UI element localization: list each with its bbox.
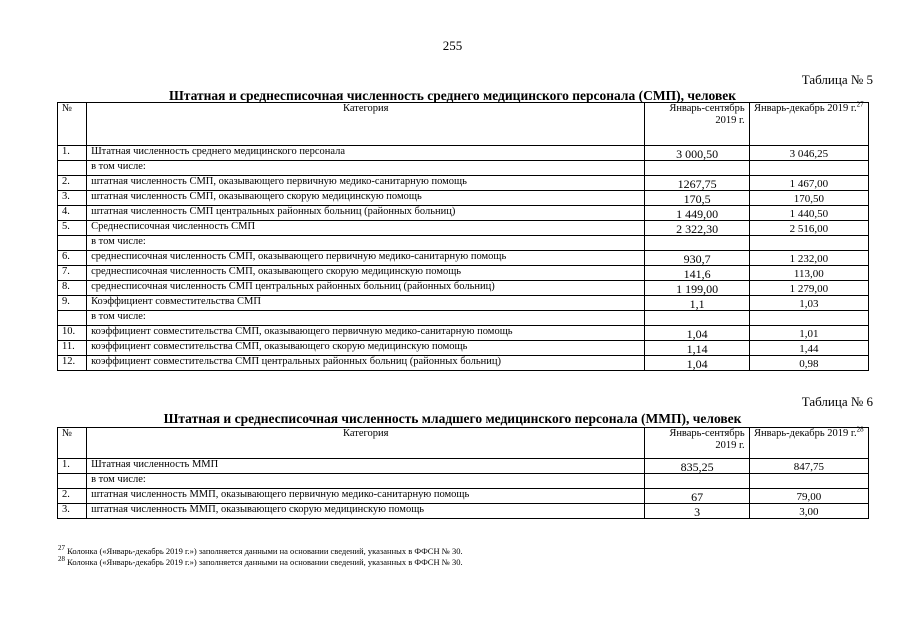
row-number: 1. <box>58 146 87 161</box>
row-value-col2: 1,01 <box>749 326 868 341</box>
row-number: 3. <box>58 504 87 519</box>
row-number: 2. <box>58 489 87 504</box>
row-value-col1 <box>645 474 749 489</box>
row-number: 5. <box>58 221 87 236</box>
footnotes <box>58 546 463 568</box>
table6-header-col1-text: Январь-сентябрь 2019 г. <box>669 428 745 451</box>
row-category: Среднесписочная численность СМП <box>87 221 645 236</box>
row-number: 1. <box>58 459 87 474</box>
row-value-col2: 1 279,00 <box>749 281 868 296</box>
footnote-27-text: Колонка («Январь-декабрь 2019 г.») заполняется данными на основании сведений, указанных в ФФСН № 30. <box>65 546 463 556</box>
row-value-col1 <box>645 161 749 176</box>
row-value-col1: 1,14 <box>645 341 749 356</box>
row-value-col2 <box>749 474 868 489</box>
row-number: 8. <box>58 281 87 296</box>
row-value-col1: 2 322,30 <box>645 221 749 236</box>
row-value-col1: 1,04 <box>645 326 749 341</box>
row-category: Штатная численность ММП <box>87 459 645 474</box>
row-value-col1: 1 199,00 <box>645 281 749 296</box>
table-row <box>58 221 869 236</box>
row-value-col2: 113,00 <box>749 266 868 281</box>
table6-label: Таблица № 6 <box>801 394 873 409</box>
table-row <box>58 236 869 251</box>
table6-header-num: № <box>58 428 87 459</box>
table6 <box>57 427 869 519</box>
table-row <box>58 489 869 504</box>
table5-header-col2 <box>749 100 868 146</box>
row-number: 9. <box>58 296 87 311</box>
footnote-28 <box>58 557 463 568</box>
row-value-col1: 1,04 <box>645 356 749 371</box>
row-category: Коэффициент совместительства СМП <box>87 296 645 311</box>
row-number: 3. <box>58 191 87 206</box>
table6-body <box>58 459 869 519</box>
row-category: среднесписочная численность СМП, оказывающего первичную медико-санитарную помощь <box>87 251 645 266</box>
table-row <box>58 251 869 266</box>
row-value-col1: 3 <box>645 504 749 519</box>
row-value-col2 <box>749 311 868 326</box>
row-value-col1 <box>645 311 749 326</box>
table5-header-category: Категория <box>87 103 645 146</box>
row-category: среднесписочная численность СМП центральных районных больниц (районных больниц) <box>87 281 645 296</box>
row-value-col1: 67 <box>645 489 749 504</box>
row-category: Штатная численность среднего медицинского персонала <box>87 146 645 161</box>
table5-label: Таблица № 5 <box>801 72 873 87</box>
table6-header-col1 <box>645 428 749 459</box>
table5-header-col2-footnote-ref: 27 <box>856 100 864 109</box>
table-row <box>58 281 869 296</box>
row-category: в том числе: <box>87 236 645 251</box>
row-value-col1: 3 000,50 <box>645 146 749 161</box>
table-row <box>58 326 869 341</box>
row-number: 10. <box>58 326 87 341</box>
row-value-col2: 170,50 <box>749 191 868 206</box>
table-row <box>58 296 869 311</box>
row-category: штатная численность СМП центральных районных больниц (районных больниц) <box>87 206 645 221</box>
row-value-col2: 847,75 <box>749 459 868 474</box>
table-row <box>58 206 869 221</box>
table5-body <box>58 146 869 371</box>
row-value-col2: 1,44 <box>749 341 868 356</box>
row-category: среднесписочная численность СМП, оказывающего скорую медицинскую помощь <box>87 266 645 281</box>
table-row <box>58 176 869 191</box>
table6-header-col2-footnote-ref: 28 <box>856 425 864 434</box>
row-number <box>58 161 87 176</box>
table5-header-col1-text: Январь-сентябрь 2019 г. <box>669 103 745 126</box>
row-category: штатная численность СМП, оказывающего первичную медико-санитарную помощь <box>87 176 645 191</box>
table-row <box>58 341 869 356</box>
row-category: штатная численность ММП, оказывающего первичную медико-санитарную помощь <box>87 489 645 504</box>
table6-header-col2 <box>749 425 868 459</box>
row-number: 12. <box>58 356 87 371</box>
row-value-col2: 0,98 <box>749 356 868 371</box>
table6-header-category: Категория <box>87 428 645 459</box>
footnote-28-text: Колонка («Январь-декабрь 2019 г.») заполняется данными на основании сведений, указанных в ФФСН № 30. <box>65 557 463 567</box>
row-value-col1: 1 449,00 <box>645 206 749 221</box>
row-value-col1 <box>645 236 749 251</box>
row-value-col2: 1 440,50 <box>749 206 868 221</box>
table-row <box>58 161 869 176</box>
row-value-col1: 1267,75 <box>645 176 749 191</box>
footnote-28-ref: 28 <box>58 555 65 564</box>
table5-header-col1 <box>645 103 749 146</box>
row-value-col1: 170,5 <box>645 191 749 206</box>
row-number: 6. <box>58 251 87 266</box>
row-number <box>58 311 87 326</box>
row-value-col1: 1,1 <box>645 296 749 311</box>
row-value-col2: 1,03 <box>749 296 868 311</box>
row-number: 7. <box>58 266 87 281</box>
row-category: коэффициент совместительства СМП, оказывающего скорую медицинскую помощь <box>87 341 645 356</box>
row-value-col2: 2 516,00 <box>749 221 868 236</box>
row-category: коэффициент совместительства СМП центральных районных больниц (районных больниц) <box>87 356 645 371</box>
table-row <box>58 459 869 474</box>
row-category: в том числе: <box>87 474 645 489</box>
row-number <box>58 236 87 251</box>
footnote-27 <box>58 546 463 557</box>
row-number: 11. <box>58 341 87 356</box>
row-category: штатная численность ММП, оказывающего скорую медицинскую помощь <box>87 504 645 519</box>
row-value-col2: 79,00 <box>749 489 868 504</box>
table-row <box>58 474 869 489</box>
row-category: коэффициент совместительства СМП, оказывающего первичную медико-санитарную помощь <box>87 326 645 341</box>
table-row <box>58 266 869 281</box>
table5-title: Штатная и среднесписочная численность среднего медицинского персонала (СМП), человек <box>168 88 737 103</box>
row-number <box>58 474 87 489</box>
table5-header-col2-text: Январь-декабрь 2019 г. <box>754 103 857 114</box>
page-number: 255 <box>442 38 463 53</box>
row-value-col2: 1 467,00 <box>749 176 868 191</box>
row-value-col2: 3 046,25 <box>749 146 868 161</box>
table-row <box>58 191 869 206</box>
table6-header-col2-text: Январь-декабрь 2019 г. <box>754 428 857 439</box>
row-value-col2 <box>749 236 868 251</box>
row-value-col2: 3,00 <box>749 504 868 519</box>
row-category: в том числе: <box>87 161 645 176</box>
table5 <box>57 102 869 371</box>
table-row <box>58 356 869 371</box>
table-row <box>58 146 869 161</box>
table6-title: Штатная и среднесписочная численность младшего медицинского персонала (ММП), человек <box>163 411 742 426</box>
table-row <box>58 311 869 326</box>
row-category: штатная численность СМП, оказывающего скорую медицинскую помощь <box>87 191 645 206</box>
row-category: в том числе: <box>87 311 645 326</box>
row-number: 2. <box>58 176 87 191</box>
row-value-col1: 835,25 <box>645 459 749 474</box>
row-value-col2: 1 232,00 <box>749 251 868 266</box>
table-row <box>58 504 869 519</box>
row-value-col1: 930,7 <box>645 251 749 266</box>
row-number: 4. <box>58 206 87 221</box>
table5-header-num: № <box>58 103 87 146</box>
row-value-col2 <box>749 161 868 176</box>
row-value-col1: 141,6 <box>645 266 749 281</box>
footnote-27-ref: 27 <box>58 544 65 553</box>
